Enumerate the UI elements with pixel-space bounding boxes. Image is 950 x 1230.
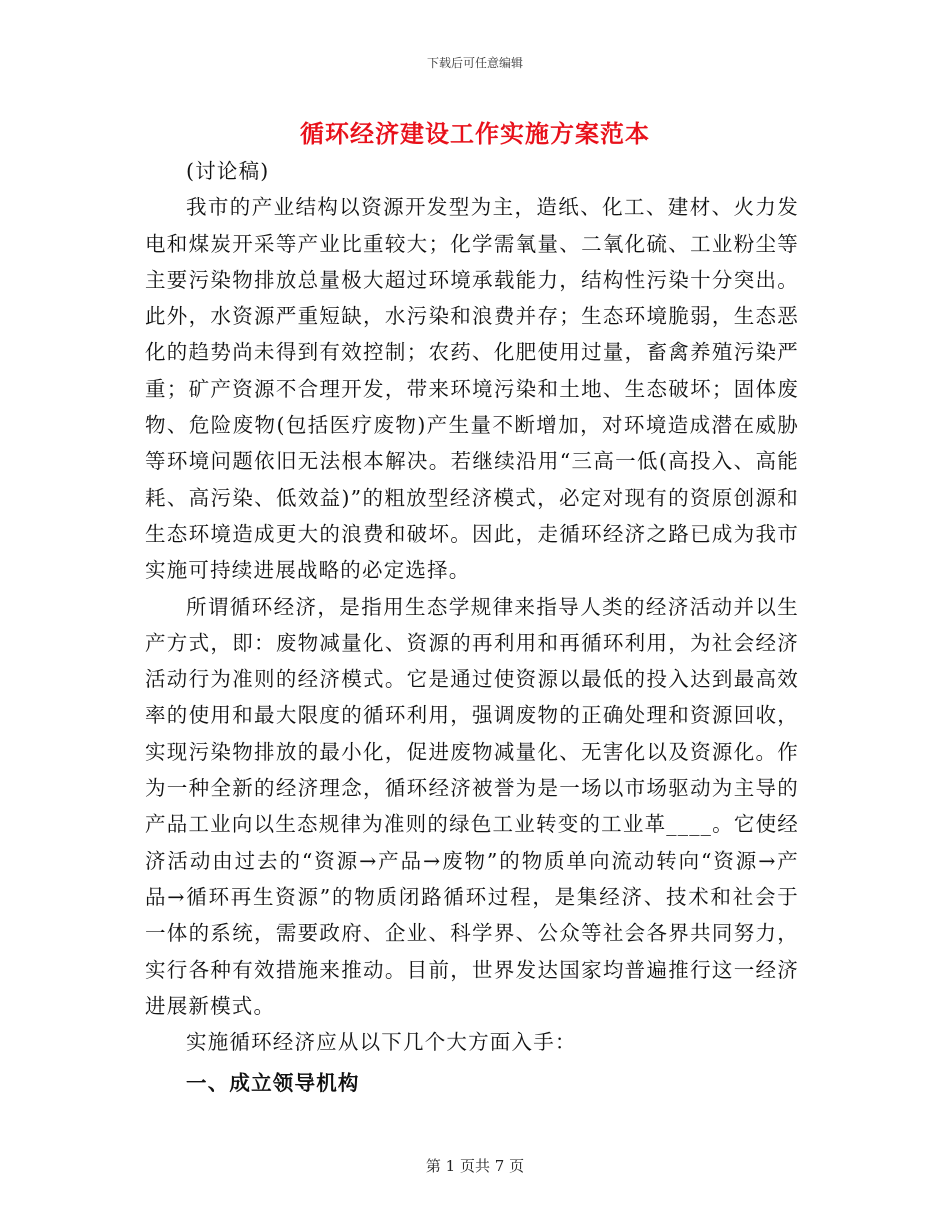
paragraph-industry-structure: 我市的产业结构以资源开发型为主，造纸、化工、建材、火力发电和煤炭开采等产业比重较大；化学需氧量、二氧化硫、工业粉尘等主要污染物排放总量极大超过环境承载能力，结构性污染十分突出。此外，水资源严重短缺，水污染和浪费并存；生态环境脆弱，生态恶化的趋势尚未得到有效控制；农药、化肥使用过量，畜禽养殖污染严重；矿产资源不合理开发，带来环境污染和土地、生态破坏；固体废物、危险废物(包括医疗废物)产生量不断增加，对环境造成潜在威胁等环境问题依旧无法根本解决。若继续沿用“三高一低(高投入、高能耗、高污染、低效益)”的粗放型经济模式，必定对现有的资原创源和生态环境造成更大的浪费和破坏。因此，走循环经济之路已成为我市实施可持续进展战略的必定选择。: [145, 195, 799, 583]
document-title: 循环经济建设工作实施方案范本: [300, 119, 650, 148]
paragraph-circular-economy-definition: 所谓循环经济，是指用生态学规律来指导人类的经济活动并以生产方式，即：废物减量化、资源的再利用和再循环利用，为社会经济活动行为准则的经济模式。它是通过使资源以最低的投入达到最高效率的使用和最大限度的循环利用，强调废物的正确处理和资源回收，实现污染物排放的最小化，促进废物减量化、无害化以及资源化。作为一种全新的经济理念，循环经济被誉为是一场以市场驱动为主导的产品工业向以生态规律为准则的绿色工业转变的工业革____。它使经济活动由过去的“资源→产品→废物”的物质单向流动转向“资源→产品→循环再生资源”的物质闭路循环过程，是集经济、技术和社会于一体的系统，需要政府、企业、科学界、公众等社会各界共同努力，实行各种有效措施来推动。目前，世界发达国家均普遍推行这一经济进展新模式。: [145, 594, 799, 1018]
header-note: 下载后可任意编辑: [426, 56, 523, 70]
page-number-footer: 第 1 页共 7 页: [425, 1157, 525, 1175]
paragraph-implementation-intro: 实施循环经济应从以下几个大方面入手：: [186, 1030, 577, 1055]
draft-note: (讨论稿): [186, 159, 270, 183]
section-heading: 一、成立领导机构: [186, 1071, 360, 1096]
document-body: [145, 153, 799, 1102]
